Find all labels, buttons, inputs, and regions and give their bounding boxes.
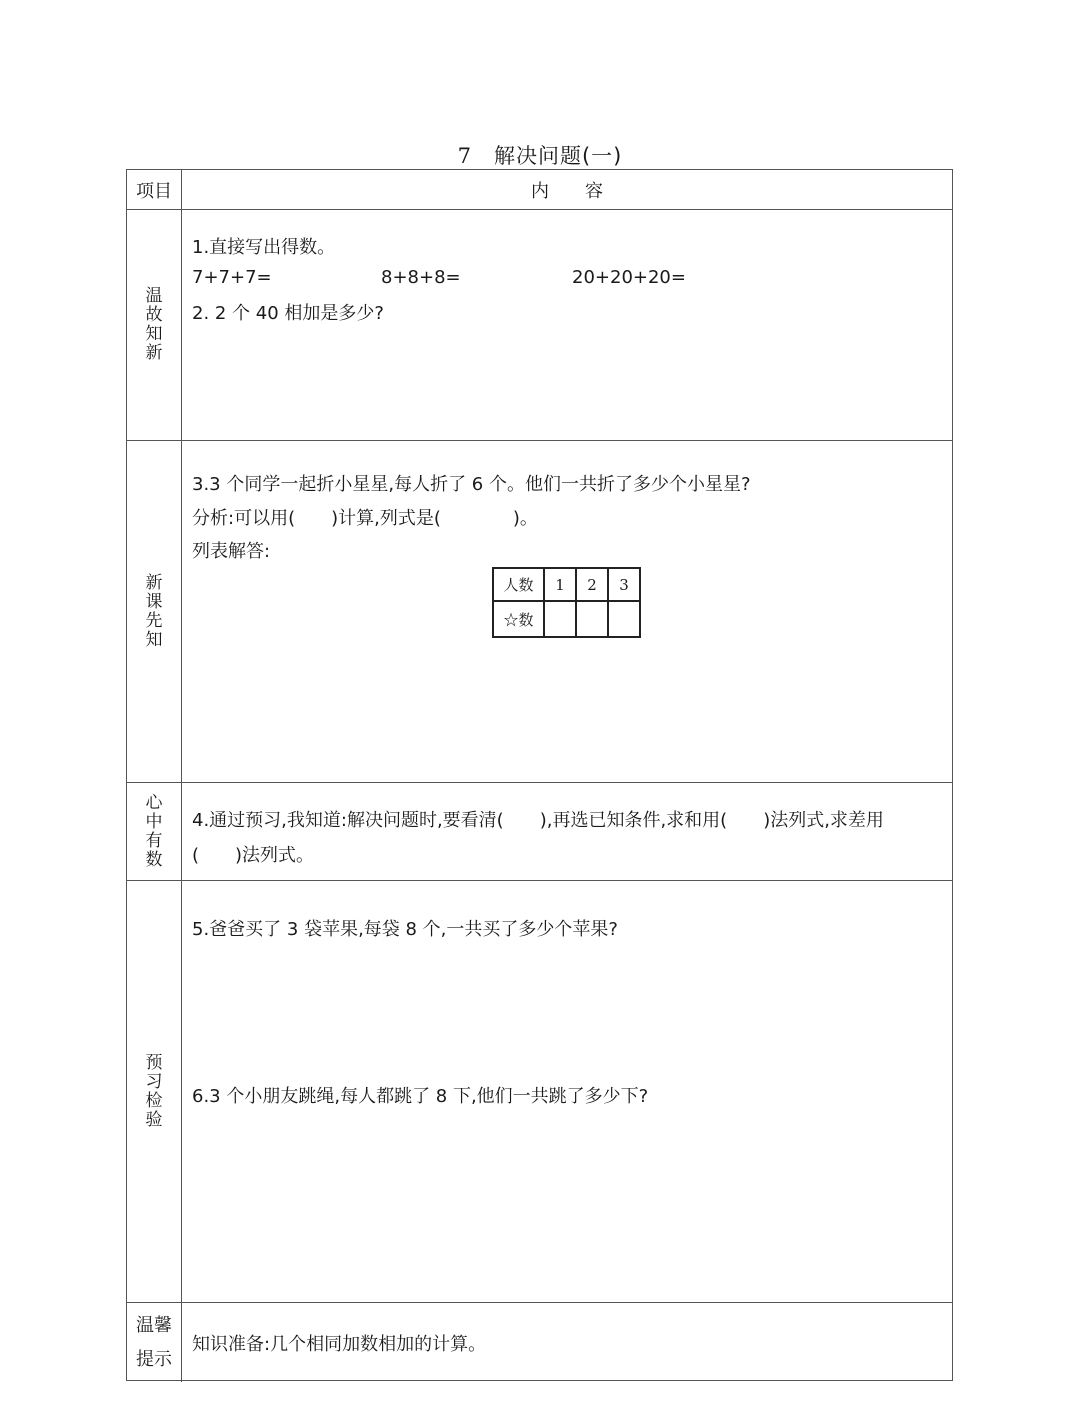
tip-text: 知识准备:几个相同加数相加的计算。 (192, 1334, 487, 1355)
tip-label-cell (127, 1303, 182, 1382)
lesson-title: 解决问题(一) (493, 144, 623, 168)
check-row (127, 881, 952, 1303)
newlesson-label-cell (127, 441, 182, 782)
col-3-cell: 3 (608, 568, 640, 601)
newlesson-label: 新课先知 (145, 572, 163, 650)
table-row (493, 568, 640, 601)
review-content (182, 210, 952, 440)
review-label-cell (127, 210, 182, 440)
table-row (493, 601, 640, 637)
newlesson-row (127, 441, 952, 783)
newlesson-content (182, 441, 952, 782)
question-3: 3.3 个同学一起折小星星,每人折了 6 个。他们一共折了多少个小星星? (192, 474, 751, 495)
mind-row (127, 783, 952, 881)
stars-label-cell: ☆数 (493, 601, 544, 637)
question-6: 6.3 个小朋友跳绳,每人都跳了 8 下,他们一共跳了多少下? (192, 1086, 649, 1107)
expression-1: 7+7+7= (192, 267, 272, 288)
analysis-line: 分析:可以用( )计算,列式是( )。 (192, 508, 538, 529)
review-row (127, 210, 952, 441)
content-header-label: 内 容 (531, 180, 603, 202)
question-2: 2. 2 个 40 相加是多少? (192, 303, 384, 324)
people-label-cell: 人数 (493, 568, 544, 601)
question-4-line-1: 4.通过预习,我知道:解决问题时,要看清( ),再选已知条件,求和用( )法列式,求差用 (192, 810, 884, 831)
answer-cell-3[interactable] (608, 601, 640, 637)
worksheet-title (0, 140, 1080, 170)
lesson-number: 7 (457, 144, 472, 168)
tip-label: 温馨提示 (136, 1314, 172, 1370)
table-prompt: 列表解答: (192, 541, 271, 562)
col-2-cell: 2 (576, 568, 608, 601)
check-label-cell (127, 881, 182, 1302)
answer-cell-2[interactable] (576, 601, 608, 637)
question-1: 1.直接写出得数。 (192, 237, 336, 258)
review-label: 温故知新 (145, 286, 163, 363)
mind-content (182, 783, 952, 880)
check-label: 预习检验 (145, 1052, 163, 1130)
expression-2: 8+8+8= (381, 267, 461, 288)
people-star-table (492, 567, 641, 638)
question-5: 5.爸爸买了 3 袋苹果,每袋 8 个,一共买了多少个苹果? (192, 919, 618, 940)
col-1-cell: 1 (544, 568, 576, 601)
item-header-label: 项目 (136, 180, 172, 202)
mind-label-cell (127, 783, 182, 880)
expression-3: 20+20+20= (572, 267, 686, 288)
answer-cell-1[interactable] (544, 601, 576, 637)
content-header-cell (182, 170, 952, 209)
item-header-cell (127, 170, 182, 209)
worksheet-table (126, 169, 953, 1381)
mind-label: 心中有数 (145, 792, 163, 870)
question-4-line-2: ( )法列式。 (192, 845, 315, 866)
header-row (127, 170, 952, 210)
tip-row (127, 1303, 952, 1382)
tip-content (182, 1303, 952, 1382)
check-content (182, 881, 952, 1302)
